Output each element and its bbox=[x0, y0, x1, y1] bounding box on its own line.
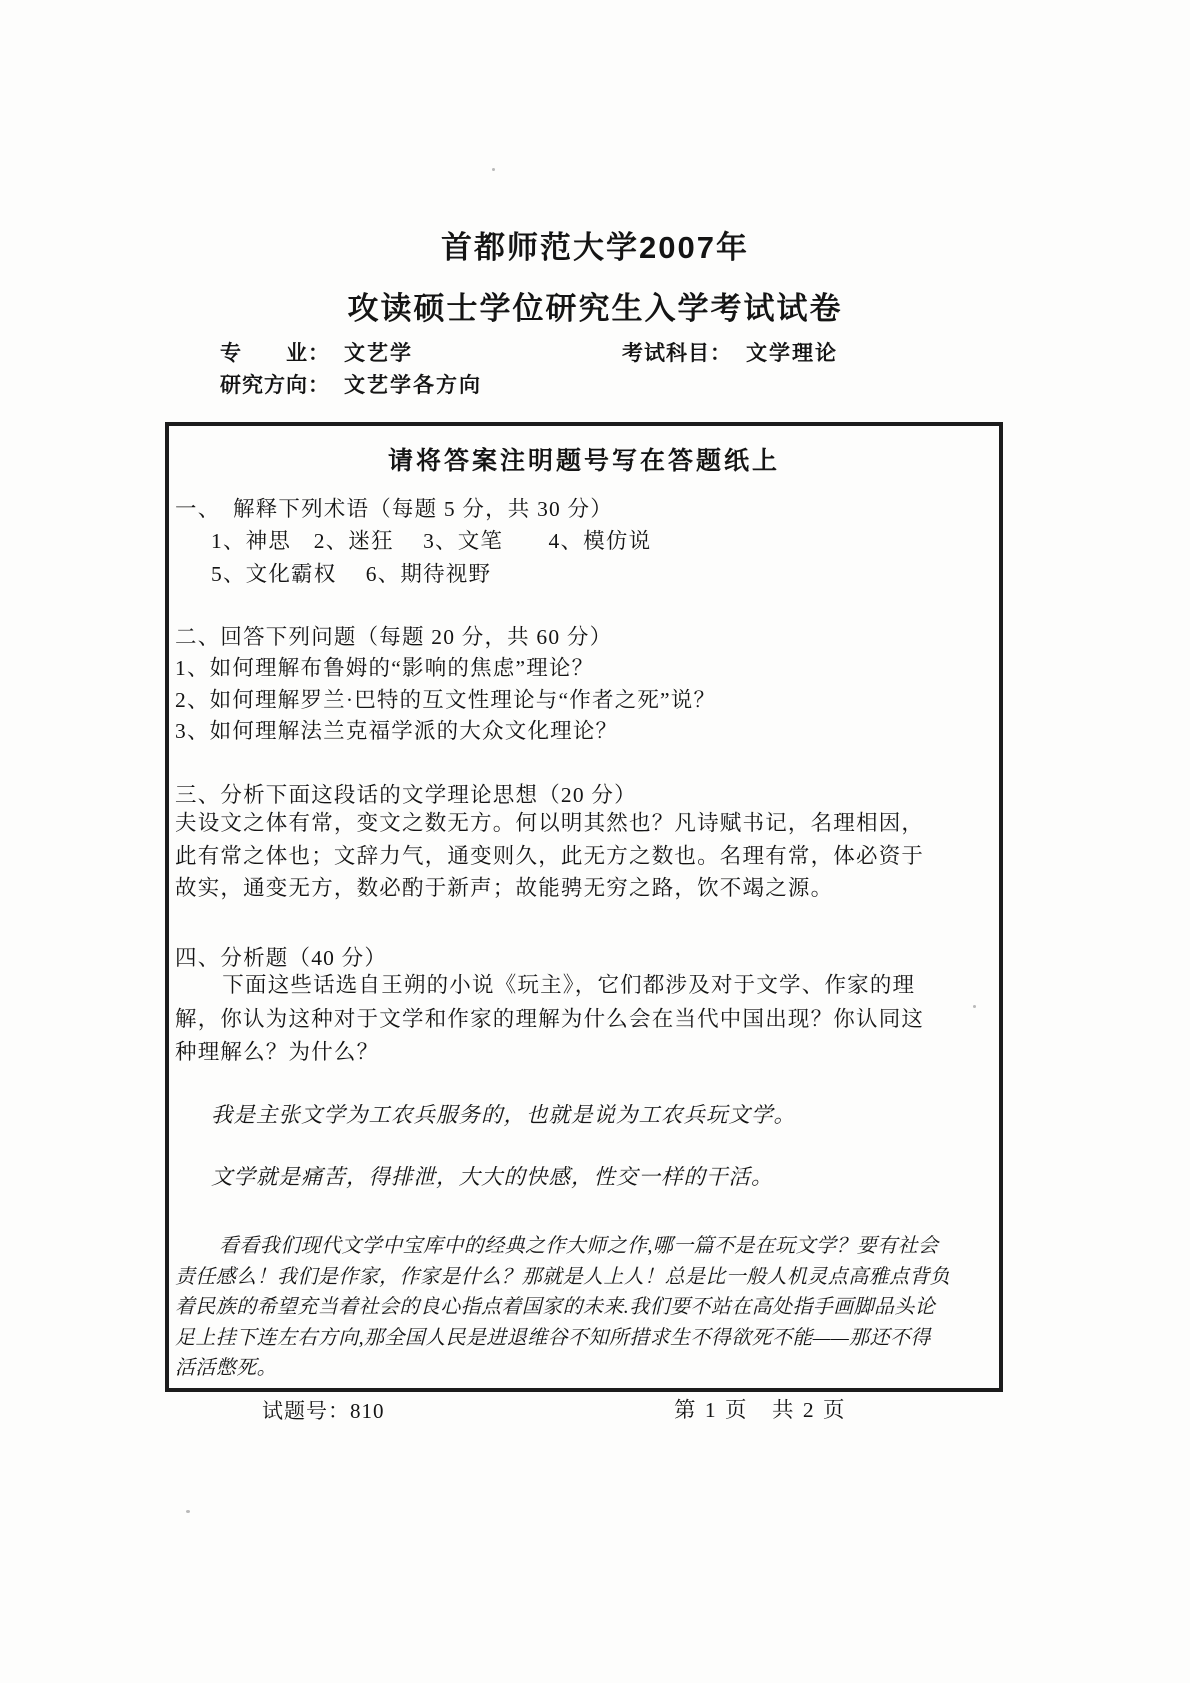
research-direction-label: 研究方向： bbox=[220, 374, 330, 397]
wangshuo-quote-3 bbox=[175, 1231, 997, 1384]
major-field bbox=[220, 337, 413, 367]
subject-label: 考试科目： bbox=[622, 342, 732, 365]
section4-intro bbox=[175, 969, 995, 1070]
subject-field bbox=[622, 337, 838, 367]
subject-value: 文学理论 bbox=[746, 342, 838, 365]
section1-title: 解释下列术语（每题 5 分，共 30 分） bbox=[233, 497, 613, 521]
answer-sheet-notice: 请将答案注明题号写在答题纸上 bbox=[387, 447, 780, 475]
exam-content-box bbox=[165, 422, 1003, 1392]
major-value: 文艺学 bbox=[344, 342, 413, 365]
research-direction-field bbox=[220, 369, 482, 399]
section4-intro-line1: 下面这些话选自王朔的小说《玩主》，它们都涉及对于文学、作家的理 bbox=[222, 973, 916, 997]
major-label: 专 业： bbox=[220, 342, 330, 365]
section1-terms-line2: 5、文化霸权 6、期待视野 bbox=[211, 562, 492, 586]
wangshuo-quote-3-line1: 看看我们现代文学中宝库中的经典之作大师之作,哪一篇不是在玩文学？要有社会 bbox=[219, 1235, 939, 1257]
exam-paper-title: 攻读硕士学位研究生入学考试试卷 bbox=[347, 291, 843, 326]
section3-passage-line1: 夫设文之体有常，变文之数无方。何以明其然也？凡诗赋书记，名理相因， bbox=[175, 811, 925, 835]
section3-passage-line2: 此有常之体也；文辞力气，通变则久，此无方之数也。名理有常，体必资于 bbox=[175, 843, 925, 868]
section2-heading: 二、回答下列问题（每题 20 分，共 60 分） bbox=[175, 625, 613, 649]
wangshuo-quote-3-line4: 足上挂下连左右方向,那全国人民是进退维谷不知所措求生不得欲死不能——那还不得 bbox=[175, 1326, 931, 1349]
section4-intro-line2: 解，你认为这种对于文学和作家的理解为什么会在当代中国出现？你认同这 bbox=[175, 1006, 925, 1031]
section4-intro-line3: 种理解么？为什么？ bbox=[175, 1040, 380, 1064]
section3-passage bbox=[175, 807, 995, 905]
section3-heading: 三、分析下面这段话的文学理论思想（20 分） bbox=[175, 783, 637, 807]
section2-questions bbox=[175, 653, 993, 748]
wangshuo-quote-3-line3: 着民族的希望充当着社会的良心指点着国家的未来.我们要不站在高处指手画脚品头论 bbox=[175, 1296, 936, 1318]
section2-question-2: 2、如何理解罗兰·巴特的互文性理论与“作者之死”说？ bbox=[175, 687, 717, 712]
section1-number: 一、 bbox=[175, 497, 221, 521]
page-indicator: 第 1 页 共 2 页 bbox=[674, 1398, 847, 1422]
section2-question-3: 3、如何理解法兰克福学派的大众文化理论？ bbox=[175, 719, 619, 743]
section2-question-1: 1、如何理解布鲁姆的“影响的焦虑”理论？ bbox=[175, 656, 595, 680]
university-year-title: 首都师范大学2007年 bbox=[441, 230, 749, 265]
wangshuo-quote-3-line2: 责任感么！我们是作家，作家是什么？那就是人上人！总是比一般人机灵点高雅点背负 bbox=[175, 1265, 951, 1288]
scan-speckle bbox=[973, 1005, 976, 1008]
section1-terms-line1: 1、神思 2、迷狂 3、文笔 4、模仿说 bbox=[211, 529, 652, 553]
scan-speckle bbox=[186, 1510, 190, 1513]
wangshuo-quote-3-line5: 活活憋死。 bbox=[175, 1357, 277, 1379]
wangshuo-quote-1: 我是主张文学为工农兵服务的，也就是说为工农兵玩文学。 bbox=[211, 1103, 797, 1127]
wangshuo-quote-2: 文学就是痛苦，得排泄，大大的快感，性交一样的干活。 bbox=[211, 1165, 774, 1189]
scan-speckle bbox=[492, 168, 495, 171]
research-direction-value: 文艺学各方向 bbox=[344, 374, 482, 397]
section3-passage-line3: 故实，通变无方，数必酌于新声；故能骋无穷之路，饮不竭之源。 bbox=[175, 876, 834, 900]
section4-heading: 四、分析题（40 分） bbox=[175, 946, 388, 970]
paper-number: 试题号：810 bbox=[262, 1399, 385, 1423]
section1-heading bbox=[175, 492, 613, 523]
